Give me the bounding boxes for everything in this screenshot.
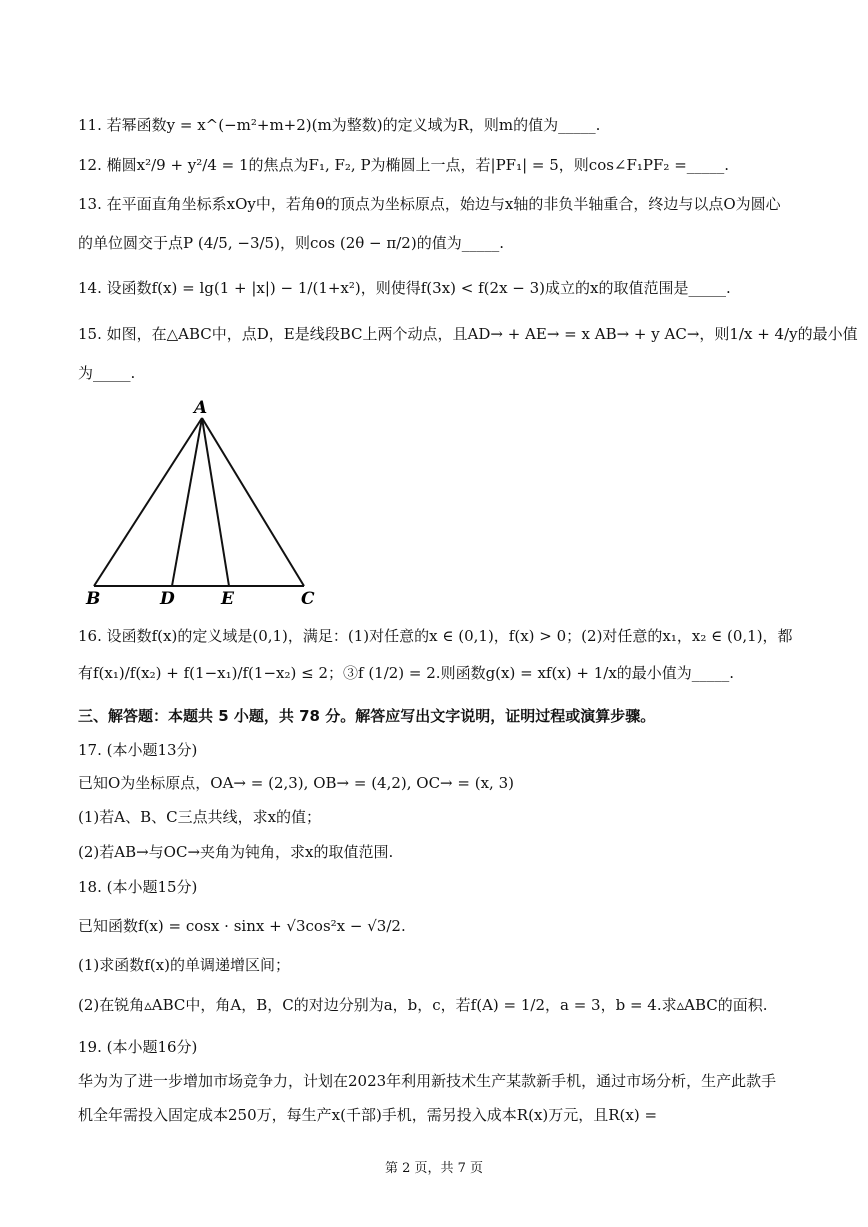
label-B: B bbox=[86, 589, 101, 609]
q19-line2: 机全年需投入固定成本250万，每生产x(千部)手机，需另投入成本R(x)万元，且R(x) = bbox=[78, 1106, 658, 1124]
problem-15-line2: 为_____. bbox=[78, 364, 136, 382]
problem-13-line2: 的单位圆交于点P (4/5, −3/5)，则cos (2θ − π/2)的值为_____. bbox=[78, 234, 504, 252]
segment-AB bbox=[94, 418, 202, 586]
label-C: C bbox=[301, 589, 315, 609]
segment-AD bbox=[172, 418, 202, 586]
label-E: E bbox=[221, 589, 234, 609]
problem-14: 14. 设函数f(x) = lg(1 + |x|) − 1/(1+x²)，则使得f(3x) < f(2x − 3)成立的x的取值范围是_____. bbox=[78, 279, 731, 297]
problem-15-line1: 15. 如图，在△ABC中，点D，E是线段BC上两个动点，且AD→ + AE→ = x AB→ + y AC→，则1/x + 4/y的最小值 bbox=[78, 325, 858, 343]
q17-part1: (1)若A、B、C三点共线，求x的值； bbox=[78, 808, 322, 826]
problem-12: 12. 椭圆x²/9 + y²/4 = 1的焦点为F₁, F₂, P为椭圆上一点，若|PF₁| = 5，则cos∠F₁PF₂ =_____. bbox=[78, 156, 730, 174]
q17-title: 17. (本小题13分) bbox=[78, 741, 198, 759]
problem-16-line1: 16. 设函数f(x)的定义域是(0,1)，满足：(1)对任意的x ∈ (0,1)，f(x) > 0；(2)对任意的x₁，x₂ ∈ (0,1)，都 bbox=[78, 627, 793, 645]
problem-11: 11. 若幂函数y = x^(−m²+m+2)(m为整数)的定义域为R，则m的值为_____. bbox=[78, 116, 601, 134]
segment-AE bbox=[202, 418, 229, 586]
label-A: A bbox=[194, 398, 208, 418]
q17-stem: 已知O为坐标原点，OA→ = (2,3), OB→ = (4,2), OC→ = (x, 3) bbox=[78, 774, 514, 792]
section-3-heading: 三、解答题：本题共 5 小题，共 78 分。解答应写出文字说明，证明过程或演算步骤。 bbox=[78, 707, 656, 725]
problem-16-line2: 有f(x₁)/f(x₂) + f(1−x₁)/f(1−x₂) ≤ 2；③f (1/2) = 2.则函数g(x) = xf(x) + 1/x的最小值为_____. bbox=[78, 664, 735, 682]
page-footer: 第 2 页，共 7 页 bbox=[384, 1161, 484, 1176]
triangle-figure bbox=[82, 395, 332, 610]
q19-title: 19. (本小题16分) bbox=[78, 1038, 198, 1056]
q18-title: 18. (本小题15分) bbox=[78, 878, 198, 896]
problem-13-line1: 13. 在平面直角坐标系xOy中，若角θ的顶点为坐标原点，始边与x轴的非负半轴重合，终边与以点O为圆心 bbox=[78, 195, 781, 213]
q18-part2: (2)在锐角▵ABC中，角A，B，C的对边分别为a，b，c，若f(A) = 1/2，a = 3，b = 4.求▵ABC的面积. bbox=[78, 996, 768, 1014]
segment-AC bbox=[202, 418, 304, 586]
q19-line1: 华为为了进一步增加市场竞争力，计划在2023年利用新技术生产某款新手机，通过市场分析，生产此款手 bbox=[78, 1072, 777, 1090]
q18-stem: 已知函数f(x) = cosx · sinx + √3cos²x − √3/2. bbox=[78, 917, 406, 935]
q17-part2: (2)若AB→与OC→夹角为钝角，求x的取值范围. bbox=[78, 843, 394, 861]
q18-part1: (1)求函数f(x)的单调递增区间； bbox=[78, 956, 290, 974]
label-D: D bbox=[160, 589, 175, 609]
